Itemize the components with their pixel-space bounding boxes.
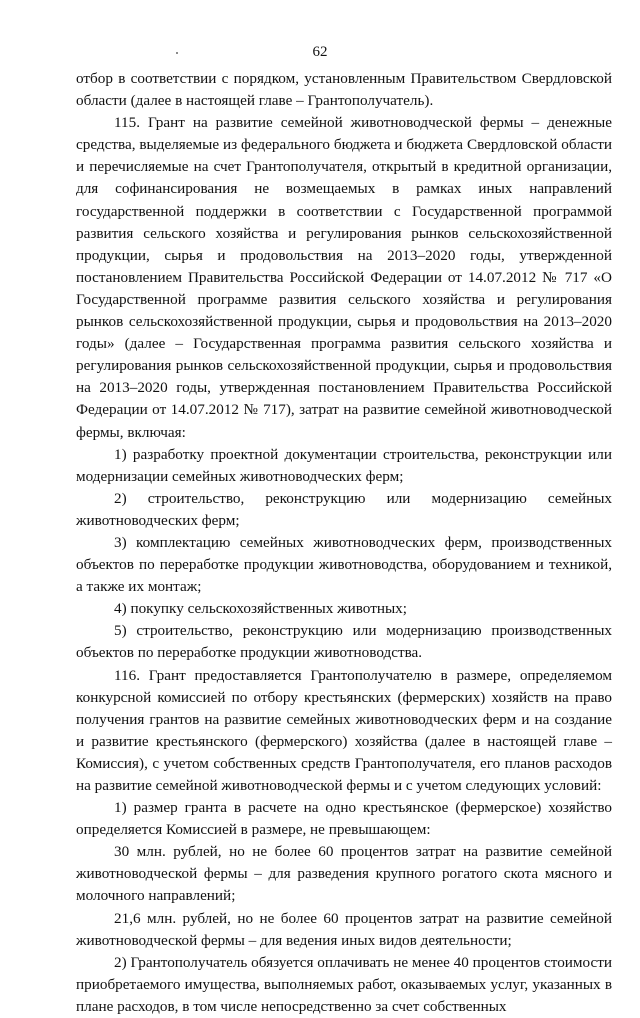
paragraph-116: 116. Грант предоставляется Грантополучателю в размере, определяемом конкурсной комиссией по отбору крестьянских (фермерских) хозяйств на право получения грантов на развитие семейных животноводческих ферм и на создание и развитие крестьянского (фермерского) хозяйства (далее в настоящей главе – Комиссия), с учетом собственных средств Грантополучателя, его планов расходов на развитие семейной животноводческой фермы и с учетом следующих условий:	[76, 666, 612, 794]
paragraph-115: 115. Грант на развитие семейной животноводческой фермы – денежные средства, выделяемые из федерального бюджета и бюджета Свердловской области и перечисляемые на счет Грантополучателя, открытый в кредитной организации, для софинансирования не возмещаемых в рамках иных направлений государственной поддержки в соответствии с Государственной программой развития сельского хозяйства и регулирования рынков сельскохозяйственной продукции, сырья и продовольствия на 2013–2020 годы, утвержденной постановлением Правительства Российской Федерации от 14.07.2012 № 717 «О Государственной программе развития сельского хозяйства и регулирования рынков сельскохозяйственной продукции, сырья и продовольствия на 2013–2020 годы» (далее – Государственная программа развития сельского хозяйства и регулирования рынков сельскохозяйственной продукции, сырья и продовольствия на 2013–2020 годы, утвержденная постановлением Правительства Российской Федерации от 14.07.2012 № 717), затрат на развитие семейной животноводческой фермы, включая:	[76, 114, 612, 441]
grant-limit-cattle: 30 млн. рублей, но не более 60 процентов затрат на развитие семейной животноводческой фермы – для разведения крупного рогатого скота мясного и молочного направлений;	[76, 843, 612, 905]
document-body	[76, 68, 612, 1018]
list-item-116-2: 2) Грантополучатель обязуется оплачивать не менее 40 процентов стоимости приобретаемого имущества, выполняемых работ, оказываемых услуг, указанных в плане расходов, в том числе непосредственно за счет собственных	[76, 953, 612, 1015]
list-item-115-4: 4) покупку сельскохозяйственных животных;	[114, 600, 407, 618]
list-item-116-1: 1) размер гранта в расчете на одно крестьянское (фермерское) хозяйство определяется Комиссией в размере, не превышающем:	[76, 799, 612, 839]
list-item-115-5: 5) строительство, реконструкцию или модернизацию производственных объектов по переработке продукции животноводства.	[76, 622, 612, 662]
scan-speck	[176, 52, 178, 54]
list-item-115-1: 1) разработку проектной документации строительства, реконструкции или модернизации семейных животноводческих ферм;	[76, 445, 612, 485]
list-item-115-3: 3) комплектацию семейных животноводческих ферм, производственных объектов по переработке продукции животноводства, оборудованием и техникой, а также их монтаж;	[76, 533, 612, 596]
page-number: 62	[312, 44, 328, 60]
list-item-115-2: 2) строительство, реконструкцию или модернизацию семейных животноводческих ферм;	[76, 489, 612, 529]
paragraph-continuation: отбор в соответствии с порядком, установленным Правительством Свердловской области (далее в настоящей главе – Грантополучатель).	[76, 70, 612, 110]
grant-limit-other: 21,6 млн. рублей, но не более 60 процентов затрат на развитие семейной животноводческой фермы – для ведения иных видов деятельности;	[76, 909, 612, 949]
